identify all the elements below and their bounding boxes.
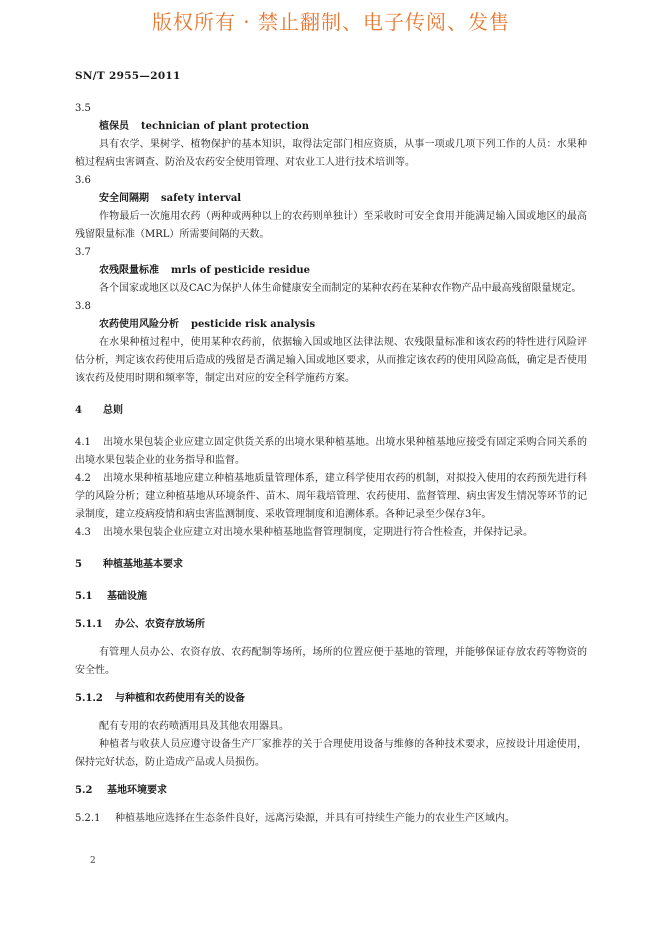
- subsection-title: 基地环境要求: [107, 785, 167, 796]
- term-name-en: pesticide risk analysis: [191, 319, 316, 330]
- term-definition: 各个国家或地区以及CAC为保护人体生命健康安全而制定的某种农药在某种农作物产品中最高残留限量规定。: [99, 283, 582, 294]
- paragraph: 有管理人员办公、农资存放、农药配制等场所，场所的位置应便于基地的管理，并能够保证存放农药等物资的安全性。: [75, 647, 587, 676]
- subsection-number: 5.2: [75, 785, 93, 796]
- clause-text: 出境水果种植基地应建立种植基地质量管理体系，建立科学使用农药的机制，对拟投入使用的农药预先进行科学的风险分析；建立种植基地从环境条件、苗木、周年栽培管理、农药使用、监督管理、病虫害发生情况等环节的记录制度，建立疫病疫情和病虫害监测制度、采收管理制度和追溯体系。各种记录至少保存3年。: [75, 473, 587, 520]
- term-name-cn: 农残限量标准: [99, 265, 159, 276]
- clause-number: 4.3: [75, 527, 91, 538]
- term-number: 3.8: [75, 301, 91, 312]
- clause-text: 出境水果包装企业应建立固定供货关系的出境水果种植基地。出境水果种植基地应接受有固定采购合同关系的出境水果包装企业的业务指导和监督。: [75, 437, 587, 466]
- section-title: 总则: [103, 405, 123, 416]
- clause: [75, 810, 587, 828]
- document-body: [75, 100, 587, 828]
- section-heading: [75, 402, 587, 420]
- term-definition: 作物最后一次施用农药（两种或两种以上的农药则单独计）至采收时可安全食用并能满足输入国或地区的最高残留限量标准（MRL）所需要间隔的天数。: [75, 211, 587, 240]
- clause-text: 种植基地应选择在生态条件良好，远离污染源，并具有可持续生产能力的农业生产区域内。: [115, 813, 515, 824]
- term-heading: [75, 262, 587, 280]
- term-name-en: mrls of pesticide residue: [171, 265, 311, 276]
- standard-number: SN/T 2955—2011: [75, 70, 181, 82]
- clause-number: 4.1: [75, 437, 91, 448]
- subsection-heading: [75, 782, 587, 800]
- clause: [75, 470, 587, 524]
- section-number: 4: [75, 405, 82, 416]
- subsubsection-number: 5.1.1: [75, 619, 103, 630]
- term-name-cn: 农药使用风险分析: [99, 319, 179, 330]
- copyright-watermark: 版权所有 · 禁止翻制、电子传阅、发售: [151, 10, 511, 34]
- subsubsection-title: 办公、农资存放场所: [115, 619, 205, 630]
- term-name-cn: 安全间隔期: [99, 193, 149, 204]
- term-number: 3.6: [75, 175, 91, 186]
- term-heading: [75, 316, 587, 334]
- section-heading: [75, 556, 587, 574]
- subsection-heading: [75, 588, 587, 606]
- subsection-number: 5.1: [75, 591, 93, 602]
- subsubsection-heading: [75, 616, 587, 634]
- paragraph: 种植者与收获人员应遵守设备生产厂家推荐的关于合理使用设备与维修的各种技术要求，应按设计用途使用，保持完好状态，防止造成产品或人员损伤。: [75, 739, 587, 768]
- term-number: 3.5: [75, 103, 91, 114]
- subsubsection-number: 5.1.2: [75, 693, 103, 704]
- term-heading: [75, 190, 587, 208]
- clause-number: 4.2: [75, 473, 91, 484]
- subsubsection-title: 与种植和农药使用有关的设备: [115, 693, 245, 704]
- term-name-en: safety interval: [161, 193, 242, 204]
- subsubsection-heading: [75, 690, 587, 708]
- term-number: 3.7: [75, 247, 91, 258]
- section-number: 5: [75, 559, 82, 570]
- clause-number: 5.2.1: [75, 813, 101, 824]
- paragraph: 配有专用的农药喷洒用具及其他农用器具。: [99, 721, 289, 732]
- term-definition: 在水果种植过程中，使用某种农药前，依据输入国或地区法律法规、农残限量标准和该农药的特性进行风险评估分析，判定该农药使用后造成的残留是否满足输入国或地区要求，从而推定该农药的使用风险高低，确定是否使用该农药及使用时期和频率等，制定出对应的安全科学施药方案。: [75, 337, 587, 384]
- page-number: 2: [90, 856, 96, 866]
- term-heading: [75, 118, 587, 136]
- clause: [75, 524, 587, 542]
- subsection-title: 基础设施: [107, 591, 147, 602]
- term-name-en: technician of plant protection: [141, 121, 309, 132]
- clause-text: 出境水果包装企业应建立对出境水果种植基地监督管理制度，定期进行符合性检查，并保持记录。: [103, 527, 533, 538]
- section-title: 种植基地基本要求: [103, 559, 183, 570]
- term-definition: 具有农学、果树学、植物保护的基本知识，取得法定部门相应资质，从事一项或几项下列工作的人员：水果种植过程病虫害调查、防治及农药安全使用管理、对农业工人进行技术培训等。: [75, 139, 587, 168]
- term-name-cn: 植保员: [99, 121, 129, 132]
- clause: [75, 434, 587, 470]
